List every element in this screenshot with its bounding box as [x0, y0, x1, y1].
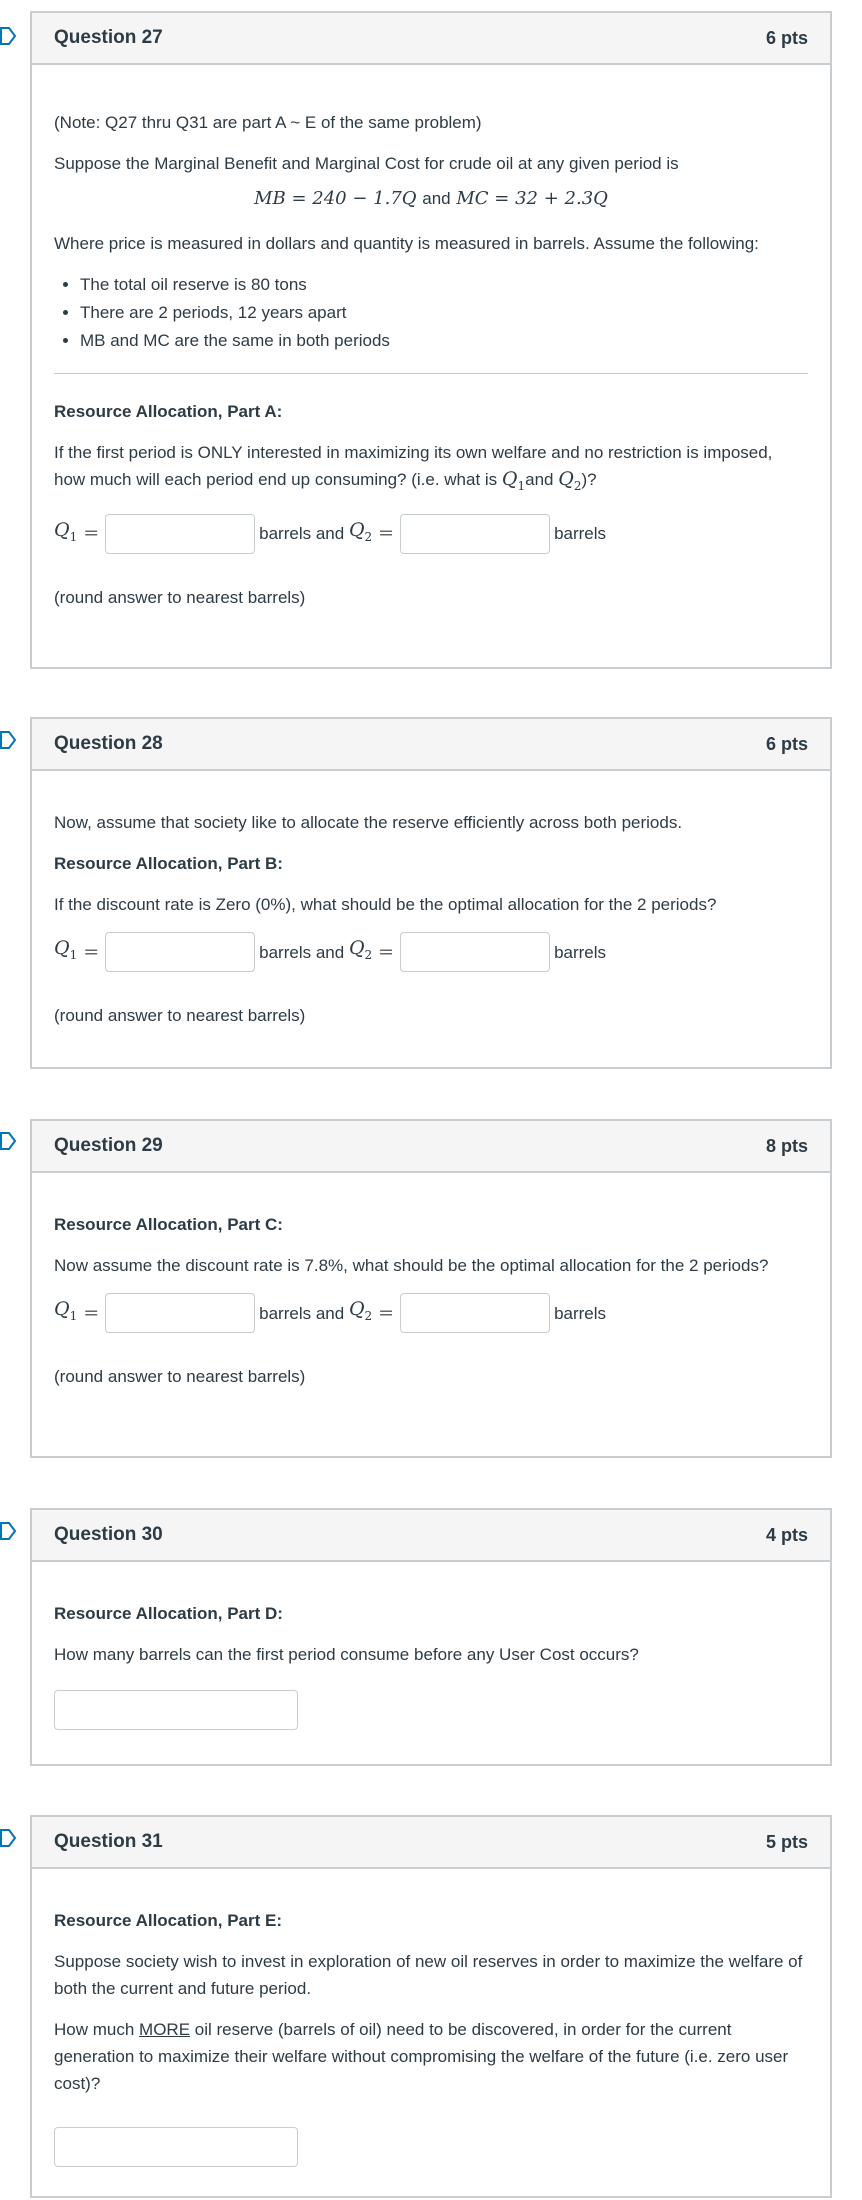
question-title: Question 31	[54, 1831, 163, 1852]
barrels-label: barrels	[554, 524, 607, 544]
equals: =	[83, 1301, 100, 1324]
q1-label: $Q_1$	[54, 1298, 78, 1323]
question-title: Question 30	[54, 1524, 163, 1545]
list-item: • MB and MC are the same in both periods	[80, 327, 808, 355]
q1-label: $Q_1$	[54, 518, 78, 544]
flag-question-icon[interactable]	[0, 26, 16, 46]
answer-row	[54, 932, 808, 972]
part-heading: Resource Allocation, Part D:	[54, 1604, 283, 1623]
prompt-text: If the discount rate is Zero (0%), what should be the optimal allocation for the 2 periods?	[54, 895, 717, 914]
question-points: 8 pts	[765, 1135, 808, 1156]
barrels-and-label: barrels and	[259, 1303, 345, 1323]
flag-question-icon[interactable]	[0, 1521, 16, 1541]
flag-question-icon[interactable]	[0, 1828, 16, 1848]
q1-input[interactable]	[105, 514, 255, 554]
where-text: Where price is measured in dollars and quantity is measured in barrels. Assume the following:	[54, 234, 759, 253]
prompt-b: oil reserve (barrels of oil) need to be discovered, in order for the current generation to maximize their welfare without compromising the welfare of the future (i.e. zero user cost)?	[54, 2020, 789, 2093]
q1-input[interactable]	[105, 932, 255, 972]
question-header	[32, 1121, 830, 1173]
question-header	[32, 1510, 830, 1562]
eq-and: and	[422, 189, 451, 208]
barrels-and-label: barrels and	[259, 942, 345, 962]
mb-equation: MB = 240 − 1.7Q	[254, 188, 417, 209]
q2-label: $Q_2$	[348, 937, 373, 962]
intro-text: Suppose society wish to invest in exploration of new oil reserves in order to maximize the welfare of both the current and future period.	[54, 1952, 803, 1998]
round-note: (round answer to nearest barrels)	[54, 1367, 306, 1386]
part-heading: Resource Allocation, Part C:	[54, 1215, 283, 1234]
q2-label: $Q_2$	[348, 518, 373, 544]
mc-equation: MC = 32 + 2.3Q	[456, 188, 608, 209]
equals: =	[83, 522, 100, 545]
barrels-and-label: barrels and	[259, 524, 345, 544]
question-title: Question 27	[54, 27, 163, 48]
question-title: Question 29	[54, 1135, 163, 1156]
question-28	[30, 717, 832, 1069]
answer-input[interactable]	[54, 1690, 298, 1730]
part-heading: Resource Allocation, Part B:	[54, 854, 283, 873]
question-points: 5 pts	[765, 1831, 808, 1852]
barrels-label: barrels	[554, 1303, 607, 1323]
prompt-emphasis: MORE	[139, 2020, 191, 2039]
question-header	[32, 13, 830, 65]
question-27	[30, 11, 832, 669]
answer-row	[54, 514, 808, 554]
part-heading: Resource Allocation, Part A:	[54, 402, 283, 421]
prompt-end: )?	[581, 470, 597, 489]
divider	[54, 373, 808, 374]
equals: =	[83, 940, 100, 963]
question-29	[30, 1119, 832, 1458]
equals: =	[378, 522, 395, 545]
q1-label: $Q_1$	[54, 937, 78, 962]
prompt-and: and	[525, 470, 554, 489]
round-note: (round answer to nearest barrels)	[54, 1006, 306, 1025]
answer-input[interactable]	[54, 2127, 298, 2167]
equation	[54, 185, 808, 212]
note-text: (Note: Q27 thru Q31 are part A ~ E of the same problem)	[54, 113, 482, 132]
q2-input[interactable]	[400, 514, 550, 554]
question-30	[30, 1508, 832, 1766]
prompt: If the first period is ONLY interested in maximizing its own welfare and no restriction is imposed, how much will each period end up consuming? (i.e. what is	[54, 443, 773, 489]
answer-row	[54, 1293, 808, 1333]
question-header	[32, 719, 830, 771]
prompt-text	[54, 2016, 808, 2097]
prompt-text	[54, 439, 808, 500]
q1-input[interactable]	[105, 1293, 255, 1333]
question-points: 6 pts	[765, 27, 808, 48]
question-title: Question 28	[54, 733, 163, 754]
round-note: (round answer to nearest barrels)	[54, 587, 306, 607]
list-item: • There are 2 periods, 12 years apart	[80, 299, 808, 327]
question-header	[32, 1817, 830, 1869]
prompt-text: Now assume the discount rate is 7.8%, what should be the optimal allocation for the 2 periods?	[54, 1256, 769, 1275]
q1-symbol: $Q_1$	[501, 468, 526, 493]
flag-question-icon[interactable]	[0, 730, 16, 750]
assumptions-list	[54, 271, 808, 355]
prompt-text: How many barrels can the first period consume before any User Cost occurs?	[54, 1645, 639, 1664]
list-item: • The total oil reserve is 80 tons	[80, 271, 808, 299]
question-31	[30, 1815, 832, 2198]
q2-label: $Q_2$	[348, 1298, 373, 1323]
equals: =	[378, 1301, 395, 1324]
q2-input[interactable]	[400, 1293, 550, 1333]
question-points: 4 pts	[765, 1524, 808, 1545]
intro-text: Suppose the Marginal Benefit and Marginal Cost for crude oil at any given period is	[54, 154, 679, 173]
barrels-label: barrels	[554, 942, 607, 962]
q2-input[interactable]	[400, 932, 550, 972]
intro-text: Now, assume that society like to allocate the reserve efficiently across both periods.	[54, 813, 683, 832]
q2-symbol: $Q_2$	[558, 468, 582, 493]
prompt-a: How much	[54, 2020, 140, 2039]
question-points: 6 pts	[765, 733, 808, 754]
equals: =	[378, 940, 395, 963]
part-heading: Resource Allocation, Part E:	[54, 1911, 282, 1930]
flag-question-icon[interactable]	[0, 1131, 16, 1151]
